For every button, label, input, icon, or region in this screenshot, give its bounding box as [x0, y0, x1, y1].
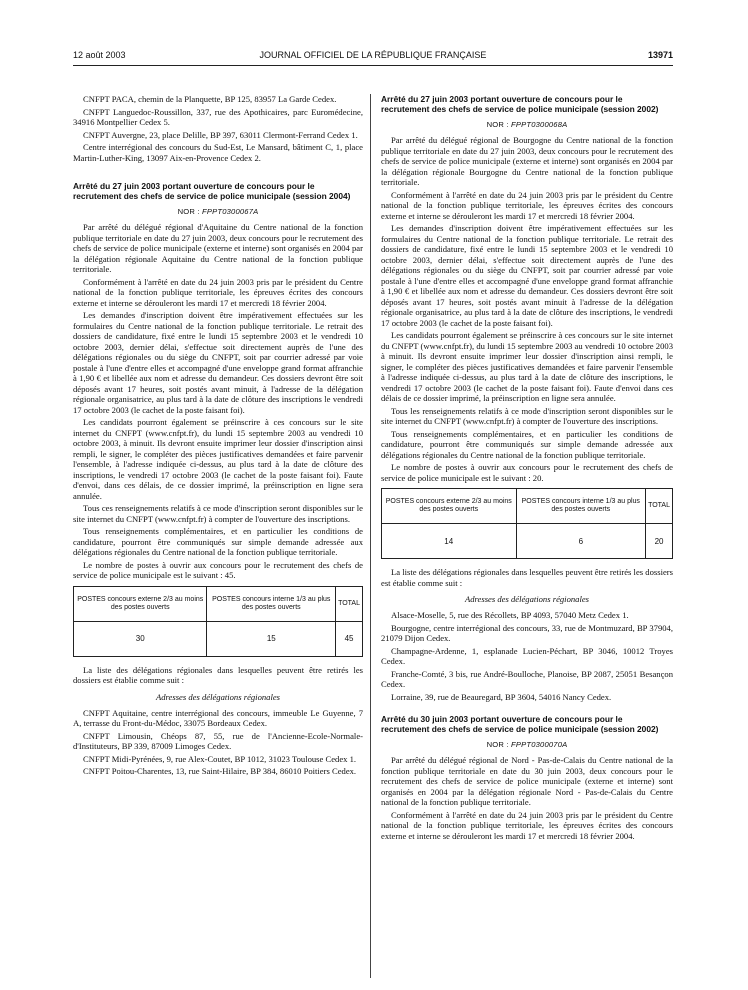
paragraph: Tous ces renseignements relatifs à ce mode d'inscription seront disponibles sur le site internet du CNFPT (www.cnfpt.fr) à compter de l'ouverture des inscriptions.: [73, 503, 363, 524]
nor-code: FPPT0300067A: [201, 207, 259, 216]
nor-label: NOR :: [486, 740, 509, 749]
nor-reference: [381, 120, 673, 129]
address-paca: CNFPT PACA, chemin de la Planquette, BP 125, 83957 La Garde Cedex.: [83, 94, 337, 104]
nor-code: FPPT0300070A: [510, 740, 568, 749]
header-page-number: 13971: [647, 50, 673, 60]
table-header-row: [382, 489, 673, 524]
value-interne: 6: [516, 524, 646, 559]
subheading: Adresses des délégations régionales: [464, 594, 590, 604]
right-column: [381, 94, 673, 843]
spacer: [73, 165, 363, 181]
paragraph: Conformément à l'arrêté en date du 24 juin 2003 pris par le président du Centre national de la fonction publique territoriale, les épreuves écrites des concours externe et interne se dérouleront les mardi 17 et mercredi 18 février 2004.: [381, 189, 673, 221]
paragraph: Conformément à l'arrêté en date du 24 juin 2003 pris par le président du Centre national de la fonction publique territoriale, les épreuves écrites des concours externe et interne se dérouleront les mardi 17 et mercredi 18 février 2004.: [73, 276, 363, 308]
nor-code: FPPT0300068A: [510, 120, 568, 129]
nor-reference: [73, 207, 363, 216]
subheading: Adresses des délégations régionales: [155, 691, 281, 702]
paragraph: Par arrêté du délégué régional de Nord - Pas-de-Calais du Centre national de la fonction publique territoriale en date du 30 juin 2003, deux concours pour le recrutement des chefs de service de police municipale (externe et interne) sont organisés en 2004 par la délégation régionale Nord - Pas-de-Calais du Centre national de la fonction publique territoriale.: [381, 755, 673, 807]
paragraph: Le nombre de postes à ouvrir aux concours pour le recrutement des chefs de service de police municipale est le suivant : 45.: [73, 559, 363, 580]
address-bourgogne: Bourgogne, centre interrégional des concours, 33, rue de Montmuzard, BP 37904, 21079 Dijon Cedex.: [381, 622, 673, 643]
nor-reference: [381, 740, 673, 749]
paragraph: Les candidats pourront également se préinscrire à ces concours sur le site internet du CNFPT (www.cnfpt.fr), du lundi 15 septembre 2003 au vendredi 10 octobre 2003 à minuit. Ils devront ensuite imprimer leur dossier d'inscription ainsi rempli, le signer, le compléter des pièces justificatives demandées et faire parvenir l'ensemble à l'adresse indiquée ci-dessus, au plus tard à la date de clôture des inscriptions, le vendredi 17 octobre 2003 (le cachet de la poste faisant foi). Faute d'envoi dans ces délais de ce dossier imprimé, la préinscription en ligne sera annulée.: [381, 330, 673, 403]
table-row: [74, 621, 363, 656]
paragraph: Les demandes d'inscription doivent être impérativement effectuées sur les formulaires du Centre national de la fonction publique territoriale. Le retrait des dossiers de candidature, fixé entre le lundi 15 septembre 2003 et le vendredi 10 octobre 2003, dernier délai, s'effectue soit directement auprès de l'une des délégations régionales ou du siège du CNFPT, soit par courrier adressé par voie postale à l'une d'entre elles et accompagné d'une enveloppe grand format affranchie à 1,90 € et libellée aux nom et adresse du demandeur. Ces dossiers devront être soit déposés avant 17 heures, soit postés avant minuit à l'adresse de la délégation régionale organisatrice, au plus tard à la date de clôture des inscriptions, le vendredi 17 octobre 2003 (le cachet de la poste faisant foi).: [381, 223, 673, 328]
address-languedoc: CNFPT Languedoc-Roussillon, 337, rue des Apothicaires, parc Euromédecine, 34916 Montpellier Cedex 5.: [73, 106, 363, 127]
paragraph: Tous renseignements complémentaires, et en particulier les conditions de candidature, pourront être communiqués sur simple demande adressée aux délégations régionales du Centre national de la fonction publique territoriale.: [73, 526, 363, 557]
table-header-row: [74, 586, 363, 621]
header-cell-externe: POSTES concours externe 2/3 au moins des postes ouverts: [382, 489, 517, 524]
address-midi-pyrenees: CNFPT Midi-Pyrénées, 9, rue Alex-Coutet, BP 1012, 31023 Toulouse Cedex 1.: [83, 753, 357, 764]
address-aquitaine: CNFPT Aquitaine, centre interrégional des concours, immeuble Le Guyenne, 7 A, terrasse du Front-du-Médoc, 33075 Bordeaux Cedex.: [73, 707, 363, 728]
table-row: [382, 524, 673, 559]
spacer: [381, 704, 673, 714]
nor-label: NOR :: [177, 207, 200, 216]
value-interne: 15: [207, 621, 336, 656]
paragraph: Conformément à l'arrêté en date du 24 juin 2003 pris par le président du Centre national de la fonction publique territoriale, les épreuves écrites des concours externe et interne se dérouleront les mardi 17 et mercredi 18 février 2004.: [381, 809, 673, 841]
header-cell-interne: POSTES concours interne 1/3 au plus des postes ouverts: [516, 489, 646, 524]
paragraph: Par arrêté du délégué régional de Bourgogne du Centre national de la fonction publique territoriale en date du 27 juin 2003, deux concours pour le recrutement des chefs de service de police municipale (externe et interne) sont organisés en 2004 par la délégation régionale Bourgogne du Centre national de la fonction publique territoriale.: [381, 135, 673, 187]
value-total: 45: [336, 621, 363, 656]
value-externe: 30: [74, 621, 207, 656]
address-alsace: Alsace-Moselle, 5, rue des Récollets, BP 4093, 57040 Metz Cedex 1.: [391, 610, 629, 620]
paragraph: Tous renseignements complémentaires, et en particulier les conditions de candidature, pourront être communiqués sur simple demande adressée aux délégations régionales du Centre national de la fonction publique territoriale.: [381, 428, 673, 460]
paragraph: Les candidats pourront également se préinscrire à ces concours sur le site internet du CNFPT (www.cnfpt.fr), du lundi 15 septembre 2003 au vendredi 10 octobre 2003, à minuit. Ils devront ensuite imprimer leur dossier d'inscription ainsi rempli, le signer, le compléter des pièces justificatives demandées et faire parvenir l'ensemble, à l'adresse indiquée ci-dessus, au plus tard à la date de clôture des inscriptions, le vendredi 17 octobre 2003 (le cachet de la poste faisant foi). Faute d'envoi, dans ces délais, de ce dossier imprimé, la préinscription en ligne sera annulée.: [73, 417, 363, 501]
page-header: [73, 50, 673, 64]
address-franche-comte: Franche-Comté, 3 bis, rue André-Boulloche, Planoise, BP 2087, 25051 Besançon Cedex.: [381, 668, 673, 689]
header-cell-total: TOTAL: [646, 489, 673, 524]
header-cell-externe: POSTES concours externe 2/3 au moins des postes ouverts: [74, 586, 207, 621]
header-cell-interne: POSTES concours interne 1/3 au plus des postes ouverts: [207, 586, 336, 621]
header-cell-total: TOTAL: [336, 586, 363, 621]
paragraph: Par arrêté du délégué régional d'Aquitaine du Centre national de la fonction publique territoriale en date du 27 juin 2003, deux concours pour le recrutement des chefs de service de police municipale (externe et interne) sont organisés en 2004 par la délégation régionale Aquitaine du Centre national de la fonction publique territoriale.: [73, 222, 363, 274]
decree-title: Arrêté du 30 juin 2003 portant ouverture de concours pour le recrutement des chefs de service de police municipale (session 2002): [381, 714, 659, 734]
postes-table: [381, 488, 673, 559]
value-externe: 14: [382, 524, 517, 559]
address-auvergne: CNFPT Auvergne, 23, place Delille, BP 397, 63011 Clermont-Ferrand Cedex 1.: [83, 129, 358, 140]
paragraph: Tous les renseignements relatifs à ce mode d'inscription seront disponibles sur le site internet du CNFPT (www.cnfpt.fr) à compter de l'ouverture des inscriptions.: [381, 405, 673, 426]
address-limousin: CNFPT Limousin, Chéops 87, 55, rue de l'Ancienne-Ecole-Normale-d'Instituteurs, BP 339, 87009 Limoges Cedex.: [73, 730, 363, 751]
decree-title: Arrêté du 27 juin 2003 portant ouverture de concours pour le recrutement des chefs de service de police municipale (session 2002): [381, 94, 659, 114]
address-champagne: Champagne-Ardenne, 1, esplanade Lucien-Péchart, BP 3046, 10012 Troyes Cedex.: [381, 645, 673, 666]
header-journal-title: JOURNAL OFFICIEL DE LA RÉPUBLIQUE FRANÇAISE: [259, 50, 487, 60]
address-sud-est: Centre interrégional des concours du Sud-Est, Le Mansard, bâtiment C, 1, place Martin-Luther-King, 13097 Aix-en-Provence Cedex 2.: [73, 142, 363, 163]
paragraph: La liste des délégations régionales dans lesquelles peuvent être retirés les dossiers est établie comme suit :: [381, 567, 673, 588]
header-rule: [73, 65, 673, 66]
address-poitou: CNFPT Poitou-Charentes, 13, rue Saint-Hilaire, BP 384, 86010 Poitiers Cedex.: [83, 766, 357, 776]
address-lorraine: Lorraine, 39, rue de Beauregard, BP 3604, 54016 Nancy Cedex.: [391, 691, 612, 702]
decree-title: Arrêté du 27 juin 2003 portant ouverture de concours pour le recrutement des chefs de service de police municipale (session 2004): [73, 181, 351, 201]
header-date: 12 août 2003: [73, 50, 126, 60]
postes-table: [73, 586, 363, 657]
paragraph: La liste des délégations régionales dans lesquelles peuvent être retirés les dossiers est établie comme suit :: [73, 664, 363, 685]
column-divider: [370, 94, 371, 978]
paragraph: Les demandes d'inscription doivent être impérativement effectuées sur les formulaires du Centre national de la fonction publique territoriale. Le retrait des dossiers de candidature, fixé entre le lundi 15 septembre 2003 et le vendredi 10 octobre 2003, dernier délai, s'effectue soit directement auprès de l'une des délégations régionales ou du siège du CNFPT, soit par courrier adressé par voie postale à l'une d'entre elles et accompagné d'une enveloppe grand format affranchie à 1,90 € et libellée aux nom et adresse du demandeur. Ces dossiers devront être soit déposés avant 17 heures, soit postés avant minuit, à l'adresse de la délégation régionale organisatrice, au plus tard à la date de clôture des inscriptions le vendredi 17 octobre 2003 (le cachet de la poste faisant foi).: [73, 310, 363, 415]
value-total: 20: [646, 524, 673, 559]
nor-label: NOR :: [486, 120, 509, 129]
left-column: [73, 94, 363, 779]
paragraph: Le nombre de postes à ouvrir aux concours pour le recrutement des chefs de service de police municipale est le suivant : 20.: [381, 462, 673, 483]
